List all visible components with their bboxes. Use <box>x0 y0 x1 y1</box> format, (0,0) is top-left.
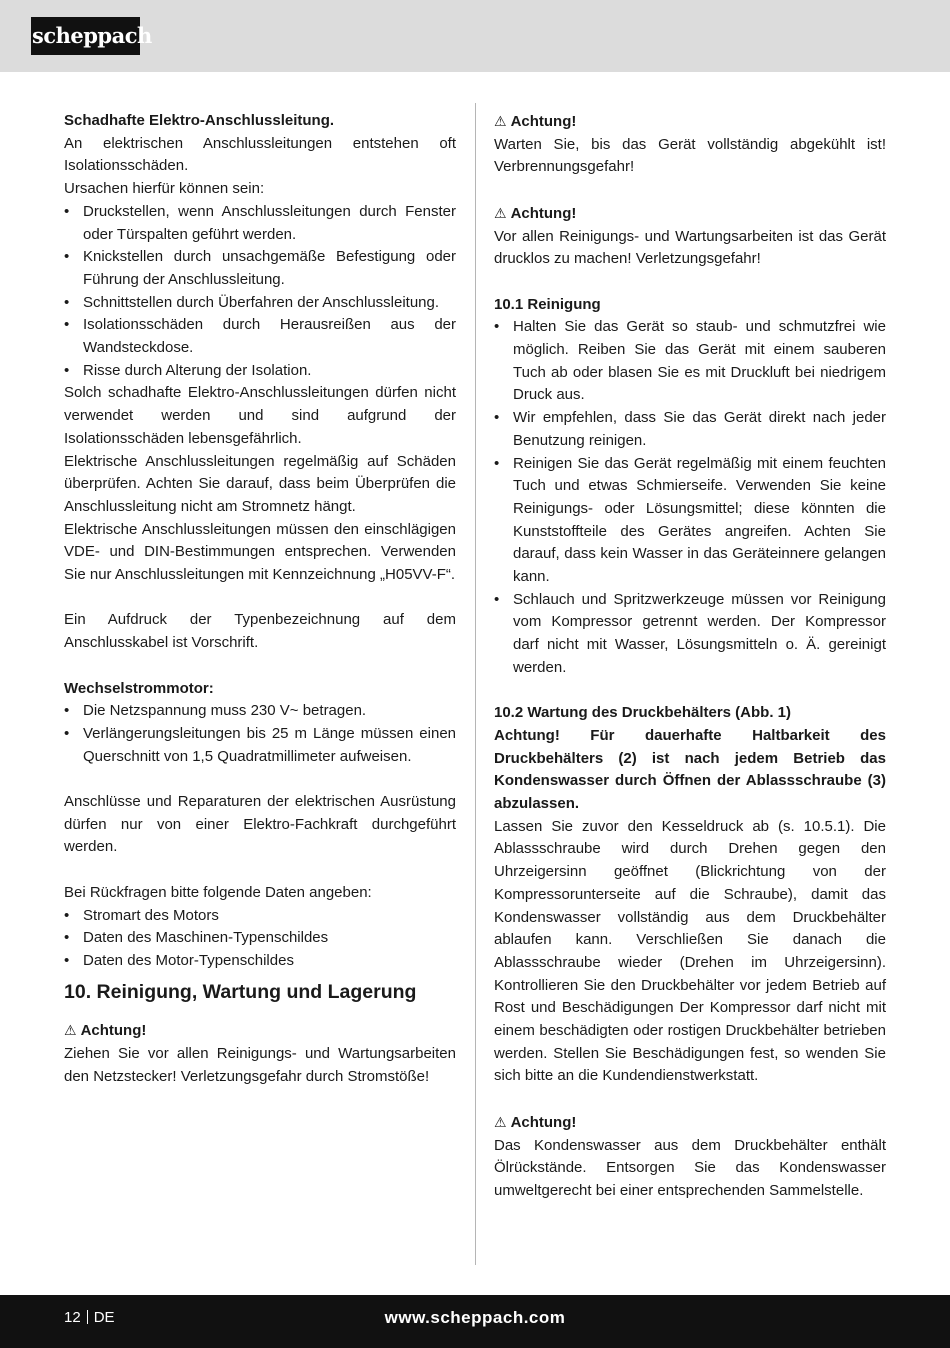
list-item: • Daten des Motor-Typenschildes <box>64 950 456 973</box>
list-item: • Halten Sie das Gerät so staub- und schmutzfrei wie möglich. Reiben Sie das Gerät mit einem sauberen Tuch ab oder blasen Sie es mit Druckluft bei niedrigem Druck aus. <box>494 316 886 407</box>
warning-text: Warten Sie, bis das Gerät vollständig abgekühlt ist! Verbrennungsgefahr! <box>494 135 886 176</box>
section-title: 10.2 Wartung des Druckbehälters (Abb. 1) <box>494 704 792 722</box>
list-item: • Risse durch Alterung der Isolation. <box>64 360 456 383</box>
warning-title: ⚠ Achtung! <box>494 204 577 222</box>
page-header <box>0 0 950 72</box>
scheppach-logo: scheppach <box>31 17 140 55</box>
page-footer <box>0 1295 950 1348</box>
paragraph: Lassen Sie zuvor den Kesseldruck ab (s. 10.5.1). Die Ablassschraube wird durch Drehen gegen den Uhrzeigersinn geöffnet (Blickrichtung von der Kompressorunterseite auf die Schraube), damit das Kondenswasser vollständig aus dem Druckbehälter ablaufen kann. Verschließen Sie danach die Ablassschraube wieder (Drehen im Uhrzeigersinn). Kontrollieren Sie den Druckbehälter vor jedem Betrieb auf Rost und Beschädigungen Der Kompressor darf nicht mit einem beschädigten oder rostigen Druckbehälter betrieben werden. Stellen Sie Beschädigungen fest, so wenden Sie sich bitte an die Kundendienstwerkstatt. <box>494 817 886 1085</box>
list-item: • Schnittstellen durch Überfahren der Anschlussleitung. <box>64 292 456 315</box>
list-item: • Daten des Maschinen-Typenschildes <box>64 927 456 950</box>
warning-text: Vor allen Reinigungs- und Wartungsarbeiten ist das Gerät drucklos zu machen! Verletzungsgefahr! <box>494 227 886 268</box>
warning-text: Das Kondenswasser aus dem Druckbehälter enthält Ölrückstände. Entsorgen Sie das Kondenswasser umweltgerecht bei einer entsprechenden Sammelstelle. <box>494 1136 886 1199</box>
list-item: • Isolationsschäden durch Herausreißen aus der Wandsteckdose. <box>64 314 456 359</box>
warning-triangle-icon: ⚠ <box>494 113 507 129</box>
paragraph: Anschlüsse und Reparaturen der elektrischen Ausrüstung dürfen nur von einer Elektro-Fachkraft durchgeführt werden. <box>64 793 456 856</box>
paragraph: Ursachen hierfür können sein: <box>64 180 265 198</box>
list-item: • Wir empfehlen, dass Sie das Gerät direkt nach jeder Benutzung reinigen. <box>494 407 886 452</box>
left-column <box>64 110 456 1088</box>
paragraph: Elektrische Anschlussleitungen müssen den einschlägigen VDE- und DIN-Bestimmungen entsprechen. Verwenden Sie nur Anschlussleitungen mit Kennzeichnung „H05VV-F“. <box>64 520 456 584</box>
list-item: • Reinigen Sie das Gerät regelmäßig mit einem feuchten Tuch und etwas Schmierseife. Verwenden Sie keine Reinigungs- oder Lösungsmittel; diese könnten die Kunststoffteile des Gerätes angreifen. Achten Sie darauf, dass kein Wasser in das Geräteinnere gelangen kann. <box>494 453 886 589</box>
right-column <box>494 110 886 1203</box>
warning-title: ⚠ Achtung! <box>64 1022 147 1040</box>
warning-triangle-icon: ⚠ <box>494 1113 507 1130</box>
warning-title: ⚠ Achtung! <box>494 113 577 130</box>
column-divider <box>475 103 476 1265</box>
paragraph: An elektrischen Anschlussleitungen entstehen oft Isolationsschäden. <box>64 134 456 175</box>
warning-triangle-icon: ⚠ <box>494 204 507 221</box>
bullet-list <box>64 905 456 973</box>
list-item: • Knickstellen durch unsachgemäße Befestigung oder Führung der Anschlussleitung. <box>64 246 456 291</box>
list-item: • Druckstellen, wenn Anschlussleitungen durch Fenster oder Türspalten geführt werden. <box>64 201 456 246</box>
page-number: 12 DE <box>64 1309 115 1326</box>
bold-notice: Achtung! Für dauerhafte Haltbarkeit des Druckbehälters (2) ist nach jedem Betrieb das Kondenswasser durch Öffnen der Ablassschraube (3) abzulassen. <box>494 726 886 813</box>
paragraph: Solch schadhafte Elektro-Anschlussleitungen dürfen nicht verwendet werden und sind aufgrund der Isolationsschäden lebensgefährlich. <box>64 384 456 447</box>
list-item: • Verlängerungsleitungen bis 25 m Länge müssen einen Querschnitt von 1,5 Quadratmillimeter aufweisen. <box>64 723 456 768</box>
warning-triangle-icon: ⚠ <box>64 1022 77 1039</box>
paragraph: Ein Aufdruck der Typenbezeichnung auf dem Anschlusskabel ist Vorschrift. <box>64 611 456 652</box>
warning-text: Ziehen Sie vor allen Reinigungs- und Wartungsarbeiten den Netzstecker! Verletzungsgefahr durch Stromstöße! <box>64 1045 456 1085</box>
section-title: Schadhafte Elektro-Anschlussleitung. <box>64 112 335 129</box>
list-item: • Schlauch und Spritzwerkzeuge müssen vor Reinigung vom Kompressor getrennt werden. Der Kompressor darf nicht mit Wasser, Lösungsmitteln o. Ä. gereinigt werden. <box>494 589 886 680</box>
bullet-list <box>64 700 456 768</box>
website-link[interactable]: www.scheppach.com <box>384 1308 566 1327</box>
bullet-list <box>494 316 886 679</box>
bullet-list <box>64 201 456 383</box>
section-title: 10.1 Reinigung <box>494 295 601 313</box>
list-item: • Stromart des Motors <box>64 905 456 928</box>
list-item: • Die Netzspannung muss 230 V~ betragen. <box>64 700 456 723</box>
chapter-title: 10. Reinigung, Wartung und Lagerung <box>64 980 417 1003</box>
paragraph: Bei Rückfragen bitte folgende Daten angeben: <box>64 883 372 901</box>
warning-title: ⚠ Achtung! <box>494 1113 577 1131</box>
paragraph: Elektrische Anschlussleitungen regelmäßig auf Schäden überprüfen. Achten Sie darauf, dass beim Überprüfen die Anschlussleitung nicht am Stromnetz hängt. <box>64 452 456 515</box>
section-title: Wechselstrommotor: <box>64 679 214 697</box>
